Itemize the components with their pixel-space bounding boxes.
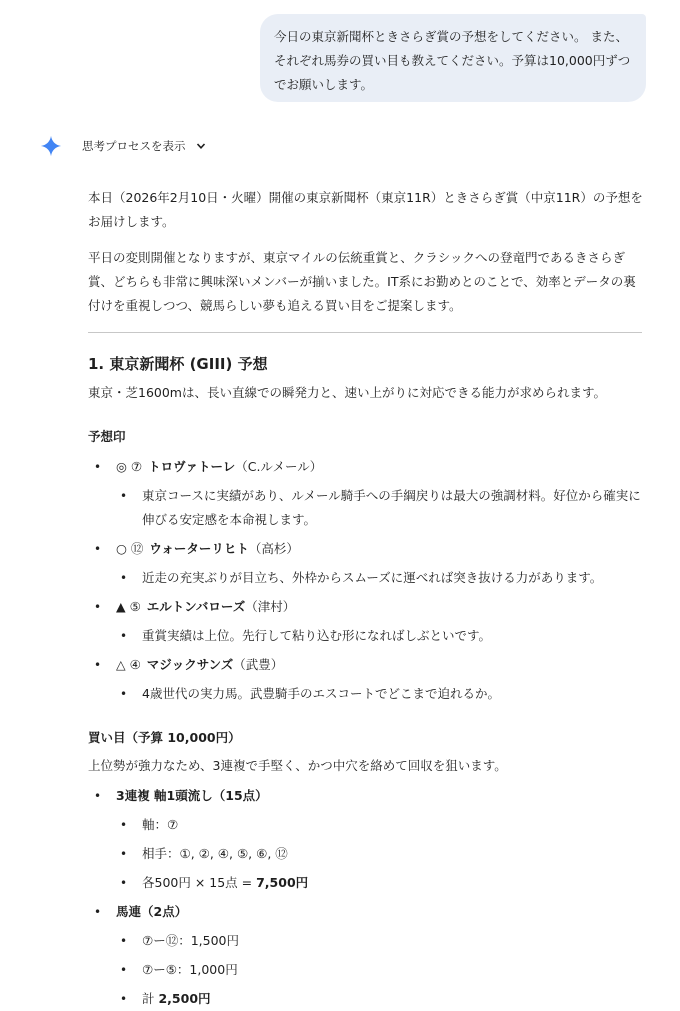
- pick-mark: ○ ⑫: [116, 541, 144, 556]
- pick-jockey: （津村）: [245, 599, 296, 614]
- pick-comment-list: [116, 566, 644, 590]
- pick-comment-list: [116, 484, 644, 532]
- chevron-down-icon: [196, 141, 206, 151]
- intro-paragraph: 本日（2026年2月10日・火曜）開催の東京新聞杯（東京11R）ときさらぎ賞（中京11R）の予想をお届けします。: [88, 190, 643, 229]
- bet-total-amount: 2,500円: [158, 991, 211, 1006]
- pick-jockey: （武豊）: [233, 657, 284, 672]
- pick-jockey: （C.ルメール）: [235, 459, 323, 474]
- user-message-line: でお願いします。: [274, 77, 374, 92]
- pick-horse: マジックサンズ: [146, 657, 234, 672]
- show-thinking-label: 思考プロセスを表示: [82, 139, 186, 153]
- bet-total-prefix: 計: [142, 991, 159, 1006]
- bets-list: [88, 784, 644, 1011]
- bets-heading: 買い目（予算 10,000円）: [88, 730, 241, 745]
- bet-title: 3連複 軸1頭流し（15点）: [116, 788, 268, 803]
- picks-heading: 予想印: [88, 429, 126, 444]
- pick-item: [88, 595, 644, 648]
- model-response-header: [40, 134, 206, 158]
- user-message-bubble: [260, 14, 646, 102]
- bet-axis: • 軸：⑦: [116, 813, 644, 837]
- bets-lead: 上位勢が強力なため、3連複で手堅く、かつ中穴を絡めて回収を狙います。: [88, 758, 507, 773]
- bet-cost: [116, 871, 644, 895]
- pick-item: [88, 455, 644, 532]
- pick-comment-list: [116, 682, 644, 706]
- pick-item: [88, 653, 644, 706]
- bet-item: [88, 784, 644, 895]
- bet-detail-list: [116, 929, 644, 1011]
- pick-item: [88, 537, 644, 590]
- pick-mark: ◎ ⑦: [116, 459, 143, 474]
- pick-comment: • 4歳世代の実力馬。武豊騎手のエスコートでどこまで迫れるか。: [116, 682, 644, 706]
- picks-list: [88, 455, 644, 706]
- pick-comment: • 東京コースに実績があり、ルメール騎手への手綱戻りは最大の強調材料。好位から確実に伸びる安定感を本命視します。: [116, 484, 644, 532]
- gemini-sparkle-icon: [40, 135, 62, 157]
- bet-line: • ⑦ー⑤：1,000円: [116, 958, 644, 982]
- divider: [88, 332, 642, 333]
- bet-cost-total: 7,500円: [256, 875, 309, 890]
- pick-horse: ウォーターリヒト: [149, 541, 249, 556]
- user-message-line: それぞれ馬券の買い目も教えてください。予算は10,000円ずつ: [274, 53, 631, 68]
- bet-partners: • 相手：①, ②, ④, ⑤, ⑥, ⑫: [116, 842, 644, 866]
- bet-cost-prefix: 各500円 × 15点 =: [142, 875, 257, 890]
- section-title: 1. 東京新聞杯 (GIII) 予想: [88, 355, 268, 373]
- show-thinking-button[interactable]: [82, 138, 206, 154]
- bet-total: [116, 987, 644, 1011]
- pick-horse: トロヴァトーレ: [148, 459, 236, 474]
- pick-comment: • 近走の充実ぶりが目立ち、外枠からスムーズに運べれば突き抜ける力があります。: [116, 566, 644, 590]
- bet-line: • ⑦ー⑫：1,500円: [116, 929, 644, 953]
- intro-paragraph: 平日の変則開催となりますが、東京マイルの伝統重賞と、クラシックへの登竜門であるきさらぎ賞、どちらも非常に興味深いメンバーが揃いました。IT系にお勤めとのことで、効率とデータの裏付けを重視しつつ、競馬らしい夢も追える買い目をご提案します。: [88, 250, 636, 313]
- pick-jockey: （高杉）: [248, 541, 299, 556]
- pick-mark: △ ④: [116, 657, 141, 672]
- pick-comment-list: [116, 624, 644, 648]
- pick-comment: • 重賞実績は上位。先行して粘り込む形になればしぶといです。: [116, 624, 644, 648]
- model-response-body: [88, 186, 644, 1011]
- bet-title: 馬連（2点）: [116, 904, 188, 919]
- bet-item: [88, 900, 644, 1011]
- pick-mark: ▲ ⑤: [116, 599, 141, 614]
- pick-horse: エルトンバローズ: [146, 599, 246, 614]
- bet-detail-list: [116, 813, 644, 895]
- section-lead: 東京・芝1600mは、長い直線での瞬発力と、速い上がりに対応できる能力が求められます。: [88, 385, 606, 400]
- user-message-line: 今日の東京新聞杯ときさらぎ賞の予想をしてください。 また、: [274, 29, 628, 44]
